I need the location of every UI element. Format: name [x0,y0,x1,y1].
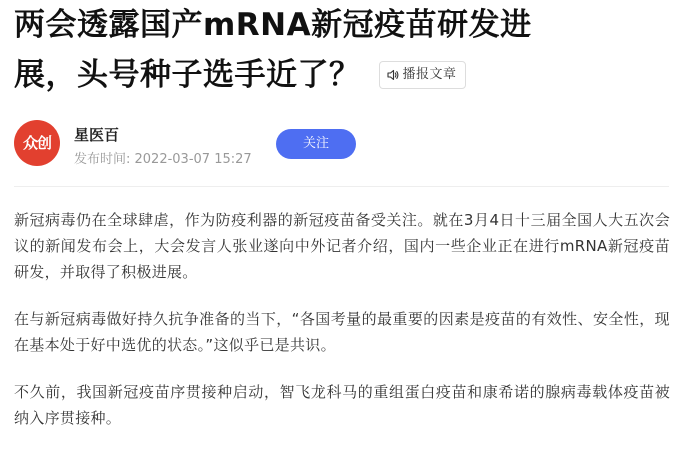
title-line-2: 展，头号种子选手近了？ [14,57,361,93]
paragraph: 在与新冠病毒做好持久抗争准备的当下，“各国考量的最重要的因素是疫苗的有效性、安全性，现在基本处于好中选优的状态。”这似乎已是共识。 [14,310,670,354]
author-row [14,120,674,170]
publish-time: 发布时间: 2022-03-07 15:27 [74,152,252,167]
listen-button[interactable] [379,61,466,89]
author-name[interactable]: 星医百 [74,126,120,144]
article-title [14,0,678,100]
avatar[interactable] [14,120,60,166]
avatar-text: 众创 [22,134,51,152]
speaker-icon [386,68,400,82]
article-body [14,207,670,452]
divider [14,186,669,187]
paragraph: 不久前，我国新冠疫苗序贯接种启动，智飞龙科马的重组蛋白疫苗和康希诺的腺病毒载体疫苗被纳入序贯接种。 [14,383,670,427]
paragraph: 新冠病毒仍在全球肆虐，作为防疫利器的新冠疫苗备受关注。就在3月4日十三届全国人大五次会议的新闻发布会上，大会发言人张业遂向中外记者介绍，国内一些企业正在进行mRNA新冠疫苗研发，并取得了积极进展。 [14,211,670,281]
follow-button[interactable]: 关注 [276,129,356,159]
listen-label: 播报文章 [402,67,457,82]
title-line-1: 两会透露国产mRNA新冠疫苗研发进 [14,7,532,43]
